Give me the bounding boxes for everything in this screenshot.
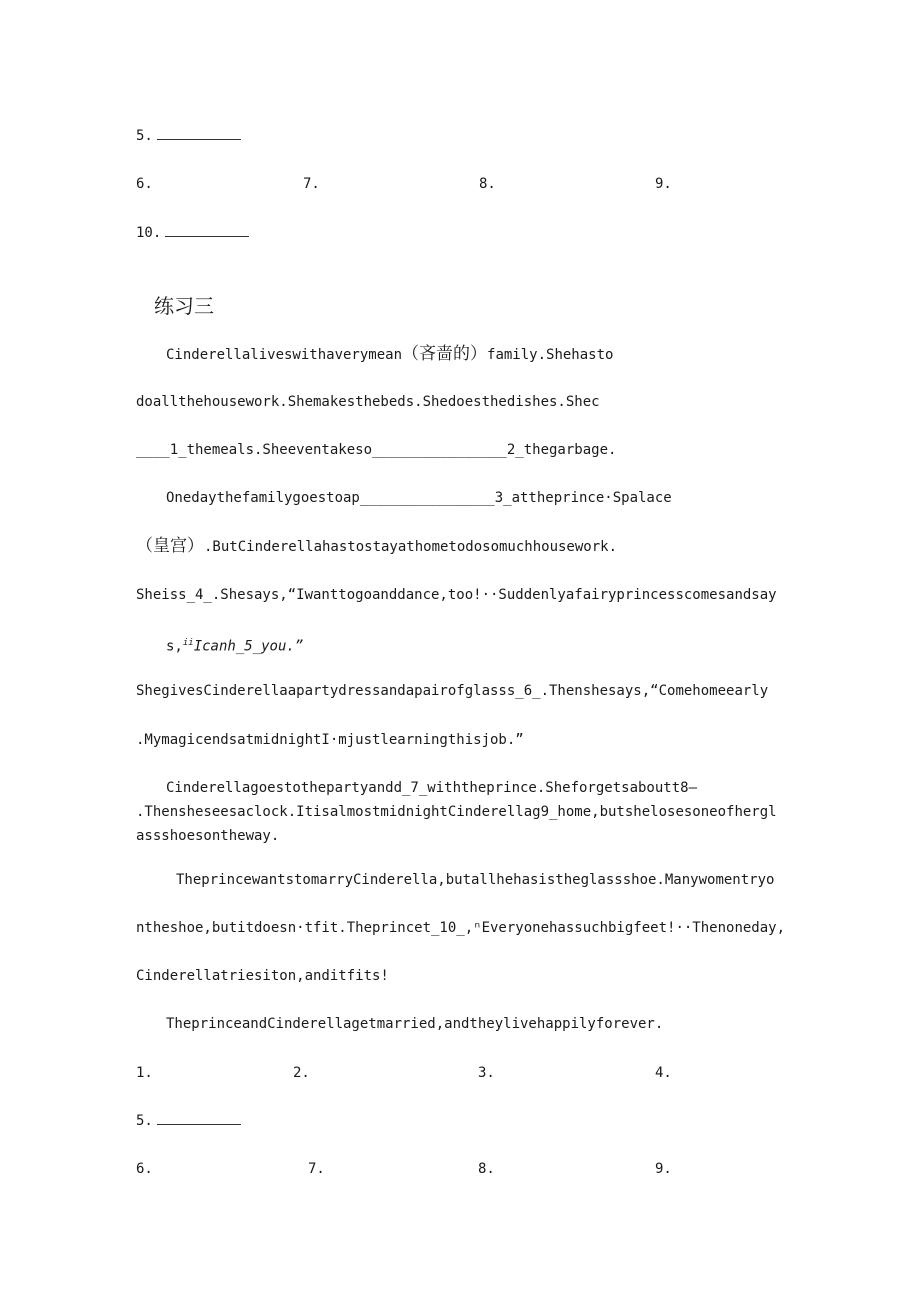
answer-line-10 <box>136 224 249 242</box>
passage-text: Cinderellaliveswithaverymean <box>166 347 403 363</box>
answer-number: 5. <box>136 128 153 144</box>
passage-line-7 <box>166 634 303 656</box>
passage-line-3: ____1_themeals.Sheeventakeso________________2_thegarbage. <box>136 442 617 458</box>
answer-number-3: 3. <box>478 1065 495 1081</box>
passage-text: Icanh_5_you.” <box>193 638 304 655</box>
answer-number: 5. <box>136 1113 153 1129</box>
passage-line-6: Sheiss_4_.Shesays,“Iwanttogoanddance,too!··Suddenlyafairyprincesscomesandsay <box>136 587 777 603</box>
answer-line-5 <box>136 127 241 145</box>
passage-line-9: .MymagicendsatmidnightI·mjustlearningthisjob.” <box>136 732 524 748</box>
answer-line-5-bottom <box>136 1112 241 1130</box>
passage-line-16: TheprinceandCinderellagetmarried,andtheylivehappilyforever. <box>166 1016 664 1032</box>
answer-number-9-bottom: 9. <box>655 1161 672 1177</box>
passage-line-15: Cinderellatriesiton,anditfits! <box>136 968 389 984</box>
passage-line-8: ShegivesCinderellaapartydressandapairofglasss_6_.Thenshesays,“Comehomeearly <box>136 683 769 699</box>
answer-number-6-bottom: 6. <box>136 1161 153 1177</box>
passage-line-4: Onedaythefamilygoestoap________________3_attheprince·Spalace <box>166 490 672 506</box>
passage-line-11: .Thensheseesaclock.ItisalmostmidnightCinderellag9_home,butshelosesoneofhergl <box>136 804 777 820</box>
answer-number-8: 8. <box>479 176 496 192</box>
passage-mark: ii <box>182 638 194 648</box>
passage-text: .ButCinderellahastostayathometodosomuchhousework. <box>204 539 618 555</box>
answer-blank[interactable] <box>165 224 249 237</box>
passage-line-10: Cinderellagoestothepartyandd_7_withtheprince.Sheforgetsaboutt8— <box>166 780 698 796</box>
answer-number-9: 9. <box>655 176 672 192</box>
answer-blank[interactable] <box>157 127 241 140</box>
passage-text: s, <box>166 638 183 655</box>
passage-line-12: assshoesontheway. <box>136 828 280 844</box>
passage-line-5 <box>136 537 617 556</box>
answer-number-6: 6. <box>136 176 153 192</box>
passage-gloss: （皇宫） <box>136 536 204 556</box>
answer-number-7: 7. <box>303 176 320 192</box>
answer-blank[interactable] <box>157 1112 241 1125</box>
answer-number-4: 4. <box>655 1065 672 1081</box>
answer-number-1: 1. <box>136 1065 153 1081</box>
answer-number-2: 2. <box>293 1065 310 1081</box>
passage-line-14: ntheshoe,butitdoesn·tfit.Theprincet_10_,ⁿEveryonehassuchbigfeet!··Thenoneday, <box>136 920 786 936</box>
passage-line-13: TheprincewantstomarryCinderella,butallhehasistheglassshoe.Manywomentryo <box>176 872 775 888</box>
passage-text: family.Shehasto <box>487 347 614 363</box>
passage-line-2: doallthehousework.Shemakesthebeds.Shedoesthedishes.Shec <box>136 394 600 410</box>
answer-number-8-bottom: 8. <box>478 1161 495 1177</box>
answer-number: 10. <box>136 225 162 241</box>
passage-gloss: （吝啬的） <box>402 344 488 364</box>
section-heading: 练习三 <box>154 294 214 318</box>
passage-line-1 <box>166 345 613 364</box>
answer-number-7-bottom: 7. <box>308 1161 325 1177</box>
